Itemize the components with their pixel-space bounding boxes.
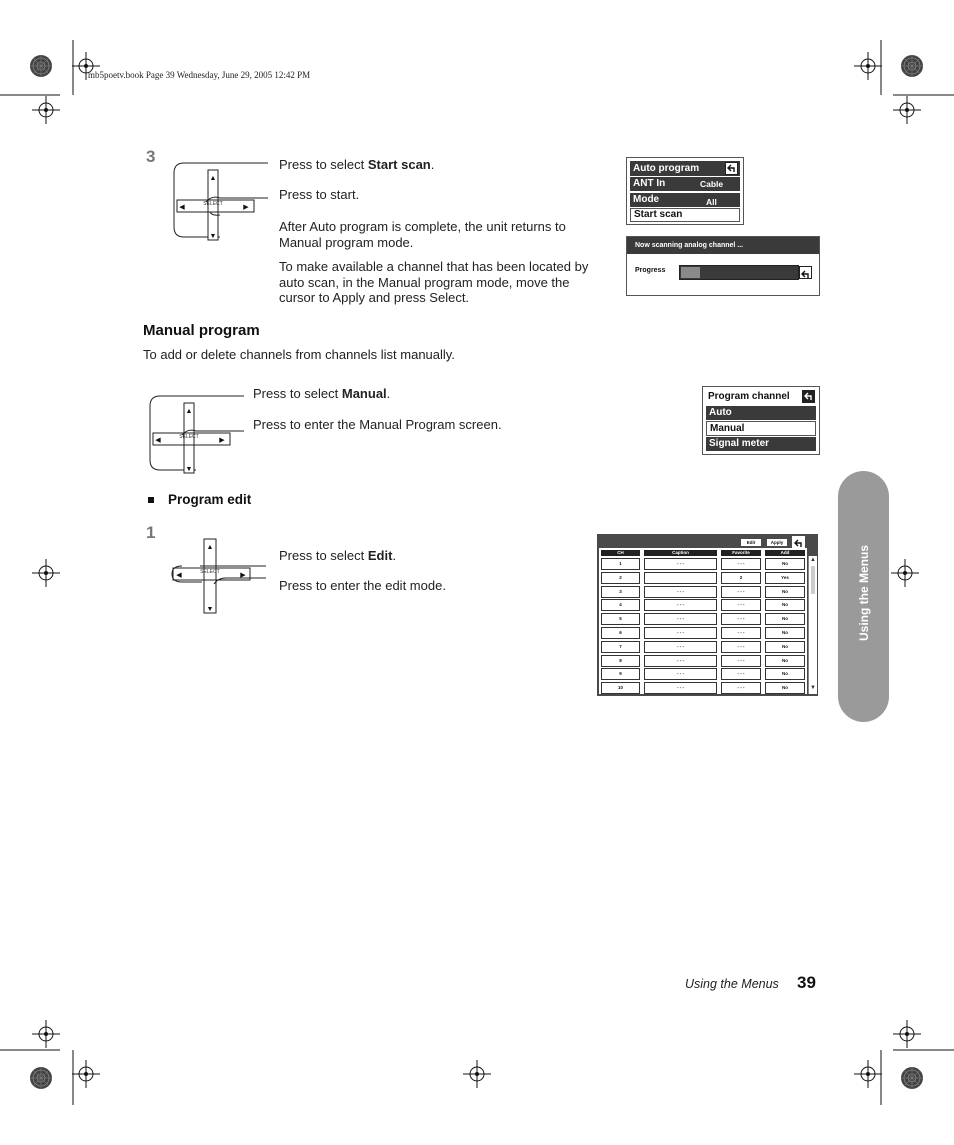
progress-bar — [679, 265, 799, 280]
progress-label: Progress — [635, 267, 666, 274]
cell-favorite: - - - — [721, 613, 761, 625]
cell-ch: 1 — [601, 558, 640, 570]
column-header-add: Add — [765, 550, 805, 556]
cell-caption: - - - — [644, 641, 717, 653]
cell-ch: 6 — [601, 627, 640, 639]
program-edit-table — [597, 534, 818, 696]
cell-caption: - - - — [644, 668, 717, 680]
progress-fill — [681, 267, 700, 278]
cell-add: No — [765, 641, 805, 653]
page-number: 39 — [797, 973, 816, 992]
auto-program-title: Auto program — [630, 161, 740, 176]
program-edit-heading: Program edit — [148, 492, 251, 507]
cell-ch: 10 — [601, 682, 640, 694]
cell-add: No — [765, 599, 805, 611]
svg-text:◀: ◀ — [176, 572, 182, 579]
menu-item-signal-meter[interactable]: Signal meter — [706, 437, 816, 451]
menu-item-auto[interactable]: Auto — [706, 406, 816, 420]
back-icon[interactable] — [802, 390, 815, 403]
cell-favorite: - - - — [721, 682, 761, 694]
menu-row-mode[interactable]: Mode All — [630, 193, 740, 207]
registration-mark — [32, 1020, 60, 1048]
menu-item-manual[interactable]: Manual — [706, 421, 816, 436]
registration-mark — [854, 1060, 882, 1088]
registration-mark — [893, 96, 921, 124]
cell-add: No — [765, 655, 805, 667]
step3-para2: To make available a channel that has been located by auto scan, in the Manual program mode, move the cursor to Apply and press Select. — [279, 259, 589, 305]
step3-para1: After Auto program is complete, the unit returns to Manual program mode. — [279, 219, 566, 250]
column-header-ch: CH — [601, 550, 640, 556]
cell-add: No — [765, 682, 805, 694]
cell-favorite: - - - — [721, 655, 761, 667]
table-scrollbar[interactable] — [808, 556, 817, 694]
step-number: 3 — [146, 147, 156, 166]
manual-program-intro: To add or delete channels from channels list manually. — [143, 347, 455, 362]
cell-caption: - - - — [644, 627, 717, 639]
cell-favorite: - - - — [721, 599, 761, 611]
svg-text:▼: ▼ — [209, 233, 217, 240]
cell-caption: - - - — [644, 586, 717, 598]
select-dpad — [172, 160, 272, 242]
cell-add: No — [765, 558, 805, 570]
registration-mark — [893, 1020, 921, 1048]
cell-ch: 2 — [601, 572, 640, 584]
select-button-label: SELECT — [203, 201, 223, 207]
bullet-square — [148, 497, 154, 503]
column-header-caption: Caption — [644, 550, 717, 556]
svg-text:▼: ▼ — [206, 606, 214, 613]
step-number: 1 — [146, 523, 156, 542]
cell-add: No — [765, 586, 805, 598]
footer-section-title: Using the Menus — [685, 977, 779, 991]
back-icon[interactable] — [725, 162, 738, 175]
cell-ch: 5 — [601, 613, 640, 625]
cell-favorite: - - - — [721, 641, 761, 653]
cell-ch: 9 — [601, 668, 640, 680]
svg-text:◀: ◀ — [179, 204, 185, 211]
apply-button[interactable]: Apply — [767, 539, 787, 546]
edit-enter-instruction: Press to enter the edit mode. — [279, 578, 446, 593]
cell-add: Yes — [765, 572, 805, 584]
cell-favorite: - - - — [721, 558, 761, 570]
svg-text:▼: ▼ — [185, 466, 193, 473]
cell-favorite: - - - — [721, 586, 761, 598]
cell-caption: - - - — [644, 613, 717, 625]
starburst-mark — [901, 55, 923, 77]
select-button-label: SELECT — [179, 434, 199, 440]
starburst-mark — [30, 55, 52, 77]
cell-caption: - - - — [644, 599, 717, 611]
registration-mark — [463, 1060, 491, 1088]
step3-start-instruction: Press to start. — [279, 187, 360, 202]
back-icon[interactable] — [799, 266, 812, 279]
starburst-mark — [901, 1067, 923, 1089]
print-header: mb5poetv.book Page 39 Wednesday, June 29, 2005 12:42 PM — [88, 70, 311, 80]
cell-ch: 8 — [601, 655, 640, 667]
menu-row-start-scan[interactable]: Start scan — [630, 208, 740, 222]
svg-text:▲: ▲ — [185, 408, 193, 415]
cell-favorite: 2 — [721, 572, 761, 584]
auto-program-menu — [626, 157, 744, 225]
cell-caption: - - - — [644, 655, 717, 667]
cell-caption — [644, 572, 717, 584]
step3-select-instruction: Press to select Start scan. — [279, 157, 435, 172]
cell-add: No — [765, 613, 805, 625]
side-tab-label: Using the Menus — [857, 545, 871, 642]
manual-program-heading: Manual program — [143, 322, 260, 339]
svg-text:◀: ◀ — [155, 437, 161, 444]
scroll-up-icon[interactable]: ▲ — [810, 557, 816, 563]
svg-text:▶: ▶ — [243, 204, 249, 211]
cell-caption: - - - — [644, 682, 717, 694]
column-header-favorite: Favorite — [721, 550, 761, 556]
back-icon[interactable] — [792, 536, 805, 548]
program-channel-title: Program channel — [708, 391, 790, 402]
cell-ch: 3 — [601, 586, 640, 598]
starburst-mark — [30, 1067, 52, 1089]
registration-mark — [72, 1060, 100, 1088]
cell-ch: 4 — [601, 599, 640, 611]
scan-progress-panel — [626, 236, 820, 296]
program-channel-menu — [702, 386, 820, 455]
select-dpad — [148, 393, 248, 475]
select-dpad — [170, 536, 270, 618]
svg-text:▲: ▲ — [209, 175, 217, 182]
registration-mark — [32, 559, 60, 587]
registration-mark — [854, 52, 882, 80]
side-tab-label-wrap — [838, 471, 889, 722]
scroll-thumb[interactable] — [811, 566, 815, 594]
cell-favorite: - - - — [721, 668, 761, 680]
manual-select-instruction: Press to select Manual. — [253, 386, 391, 401]
cell-add: No — [765, 668, 805, 680]
svg-text:▶: ▶ — [219, 437, 225, 444]
cell-ch: 7 — [601, 641, 640, 653]
edit-button[interactable]: Edit — [741, 539, 761, 546]
registration-mark — [891, 559, 919, 587]
registration-mark — [32, 96, 60, 124]
edit-select-instruction: Press to select Edit. — [279, 548, 397, 563]
cell-favorite: - - - — [721, 627, 761, 639]
manual-enter-instruction: Press to enter the Manual Program screen. — [253, 417, 502, 432]
scroll-down-icon[interactable]: ▼ — [810, 685, 816, 691]
cell-caption: - - - — [644, 558, 717, 570]
select-button-label: SELECT — [200, 569, 220, 575]
svg-text:▶: ▶ — [240, 572, 246, 579]
svg-text:▲: ▲ — [206, 544, 214, 551]
scan-status-title: Now scanning analog channel ... — [627, 237, 819, 254]
menu-row-ant-in[interactable]: ANT In Cable — [630, 177, 740, 191]
cell-add: No — [765, 627, 805, 639]
